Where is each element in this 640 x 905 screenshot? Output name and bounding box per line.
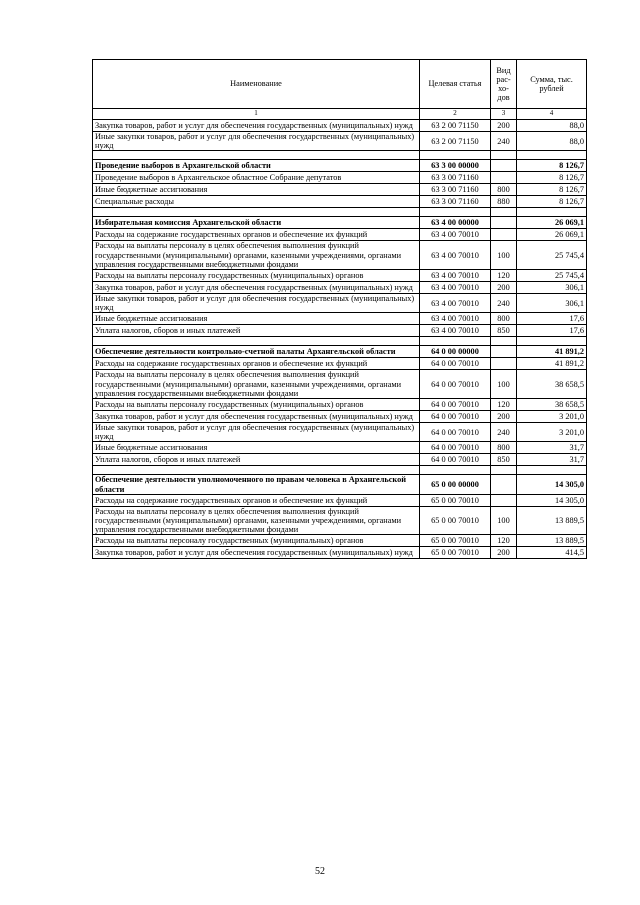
row-name: Обеспечение деятельности контрольно-счетной палаты Архангельской области (93, 346, 420, 358)
row-target-article: 65 0 00 70010 (420, 494, 491, 506)
row-sum: 31,7 (517, 442, 587, 454)
table-row (93, 241, 587, 270)
table-row (93, 196, 587, 208)
row-expense-type: 880 (491, 196, 517, 208)
row-expense-type (491, 358, 517, 370)
spacer-row (93, 337, 587, 346)
column-number: 4 (517, 109, 587, 120)
row-expense-type (491, 217, 517, 229)
row-name: Расходы на выплаты персоналу в целях обеспечения выполнения функций государственными (муниципальными) органами, казенными учреждениями, органами управления государственными внебюджетными фондами (93, 370, 420, 399)
empty-cell (420, 208, 491, 217)
table-row (93, 294, 587, 313)
row-sum: 38 658,5 (517, 370, 587, 399)
row-name: Расходы на выплаты персоналу государственных (муниципальных) органов (93, 399, 420, 411)
row-sum: 3 201,0 (517, 423, 587, 442)
row-name: Расходы на содержание государственных органов и обеспечение их функций (93, 229, 420, 241)
row-sum: 88,0 (517, 120, 587, 132)
row-sum: 41 891,2 (517, 346, 587, 358)
table-row (93, 370, 587, 399)
row-name: Расходы на содержание государственных органов и обеспечение их функций (93, 494, 420, 506)
row-expense-type: 850 (491, 325, 517, 337)
row-sum: 31,7 (517, 454, 587, 466)
row-target-article: 65 0 00 70010 (420, 506, 491, 535)
empty-cell (420, 151, 491, 160)
table-row (93, 132, 587, 151)
table-row (93, 442, 587, 454)
table-row (93, 172, 587, 184)
row-name: Иные бюджетные ассигнования (93, 442, 420, 454)
column-number-row (93, 109, 587, 120)
row-expense-type (491, 172, 517, 184)
row-name: Расходы на выплаты персоналу государственных (муниципальных) органов (93, 535, 420, 547)
row-expense-type: 100 (491, 241, 517, 270)
table-row (93, 229, 587, 241)
table-row (93, 411, 587, 423)
row-expense-type: 800 (491, 313, 517, 325)
row-sum: 14 305,0 (517, 494, 587, 506)
section-row (93, 346, 587, 358)
row-name: Расходы на выплаты персоналу государственных (муниципальных) органов (93, 270, 420, 282)
row-expense-type: 240 (491, 423, 517, 442)
row-target-article: 64 0 00 70010 (420, 411, 491, 423)
table-row (93, 120, 587, 132)
empty-cell (517, 466, 587, 475)
row-sum: 41 891,2 (517, 358, 587, 370)
row-name: Иные бюджетные ассигнования (93, 313, 420, 325)
section-row (93, 160, 587, 172)
row-target-article: 64 0 00 70010 (420, 370, 491, 399)
row-target-article: 63 3 00 71160 (420, 184, 491, 196)
row-expense-type: 200 (491, 282, 517, 294)
row-name: Расходы на выплаты персоналу в целях обеспечения выполнения функций государственными (муниципальными) органами, казенными учреждениями, органами управления государственными внебюджетными фондами (93, 241, 420, 270)
table-body (93, 120, 587, 559)
row-target-article: 63 2 00 71150 (420, 120, 491, 132)
row-target-article: 63 4 00 70010 (420, 325, 491, 337)
table-row (93, 270, 587, 282)
header-expense-type: Вид рас-хо-дов (491, 60, 517, 109)
row-expense-type: 200 (491, 411, 517, 423)
spacer-row (93, 208, 587, 217)
row-expense-type (491, 160, 517, 172)
table-row (93, 358, 587, 370)
empty-cell (93, 151, 420, 160)
section-row (93, 217, 587, 229)
section-row (93, 475, 587, 494)
row-name: Расходы на содержание государственных органов и обеспечение их функций (93, 358, 420, 370)
row-sum: 88,0 (517, 132, 587, 151)
table-row (93, 506, 587, 535)
empty-cell (93, 337, 420, 346)
row-expense-type (491, 346, 517, 358)
row-name: Закупка товаров, работ и услуг для обеспечения государственных (муниципальных) нужд (93, 547, 420, 559)
row-target-article: 63 4 00 70010 (420, 270, 491, 282)
row-target-article: 63 4 00 70010 (420, 241, 491, 270)
spacer-row (93, 466, 587, 475)
row-name: Закупка товаров, работ и услуг для обеспечения государственных (муниципальных) нужд (93, 120, 420, 132)
empty-cell (491, 151, 517, 160)
row-name: Иные бюджетные ассигнования (93, 184, 420, 196)
row-target-article: 63 4 00 00000 (420, 217, 491, 229)
row-sum: 13 889,5 (517, 506, 587, 535)
row-expense-type: 120 (491, 399, 517, 411)
row-expense-type: 240 (491, 294, 517, 313)
empty-cell (420, 466, 491, 475)
row-target-article: 63 3 00 00000 (420, 160, 491, 172)
row-target-article: 63 3 00 71160 (420, 196, 491, 208)
table-row (93, 399, 587, 411)
empty-cell (93, 208, 420, 217)
table-row (93, 313, 587, 325)
row-name: Обеспечение деятельности уполномоченного по правам человека в Архангельской области (93, 475, 420, 494)
row-expense-type: 800 (491, 184, 517, 196)
empty-cell (93, 466, 420, 475)
row-name: Закупка товаров, работ и услуг для обеспечения государственных (муниципальных) нужд (93, 411, 420, 423)
row-target-article: 64 0 00 00000 (420, 346, 491, 358)
row-sum: 25 745,4 (517, 241, 587, 270)
empty-cell (517, 208, 587, 217)
table-row (93, 454, 587, 466)
budget-table (92, 59, 587, 559)
row-sum: 306,1 (517, 282, 587, 294)
row-name: Иные закупки товаров, работ и услуг для обеспечения государственных (муниципальных) нужд (93, 132, 420, 151)
row-expense-type: 100 (491, 506, 517, 535)
row-target-article: 63 3 00 71160 (420, 172, 491, 184)
row-name: Проведение выборов в Архангельской области (93, 160, 420, 172)
empty-cell (420, 337, 491, 346)
row-sum: 8 126,7 (517, 160, 587, 172)
row-target-article: 63 4 00 70010 (420, 294, 491, 313)
row-name: Уплата налогов, сборов и иных платежей (93, 325, 420, 337)
row-expense-type: 100 (491, 370, 517, 399)
row-sum: 3 201,0 (517, 411, 587, 423)
row-name: Иные закупки товаров, работ и услуг для обеспечения государственных (муниципальных) нужд (93, 423, 420, 442)
row-sum: 8 126,7 (517, 172, 587, 184)
row-target-article: 64 0 00 70010 (420, 442, 491, 454)
row-expense-type: 200 (491, 547, 517, 559)
row-sum: 25 745,4 (517, 270, 587, 282)
row-sum: 8 126,7 (517, 196, 587, 208)
row-expense-type: 120 (491, 535, 517, 547)
table-row (93, 325, 587, 337)
row-target-article: 63 4 00 70010 (420, 313, 491, 325)
row-name: Проведение выборов в Архангельское областное Собрание депутатов (93, 172, 420, 184)
row-target-article: 65 0 00 70010 (420, 547, 491, 559)
row-target-article: 63 2 00 71150 (420, 132, 491, 151)
row-target-article: 63 4 00 70010 (420, 282, 491, 294)
row-expense-type (491, 229, 517, 241)
row-target-article: 64 0 00 70010 (420, 399, 491, 411)
row-name: Специальные расходы (93, 196, 420, 208)
spacer-row (93, 151, 587, 160)
table-row (93, 184, 587, 196)
header-sum: Сумма, тыс. рублей (517, 60, 587, 109)
row-target-article: 64 0 00 70010 (420, 454, 491, 466)
row-target-article: 64 0 00 70010 (420, 358, 491, 370)
row-sum: 8 126,7 (517, 184, 587, 196)
row-sum: 14 305,0 (517, 475, 587, 494)
row-name: Иные закупки товаров, работ и услуг для обеспечения государственных (муниципальных) нужд (93, 294, 420, 313)
row-name: Избирательная комиссия Архангельской области (93, 217, 420, 229)
empty-cell (491, 466, 517, 475)
row-target-article: 65 0 00 00000 (420, 475, 491, 494)
table-row (93, 494, 587, 506)
row-name: Расходы на выплаты персоналу в целях обеспечения выполнения функций государственными (муниципальными) органами, казенными учреждениями, органами управления государственными внебюджетными фондами (93, 506, 420, 535)
row-expense-type (491, 494, 517, 506)
column-number: 3 (491, 109, 517, 120)
row-expense-type (491, 475, 517, 494)
row-target-article: 64 0 00 70010 (420, 423, 491, 442)
empty-cell (517, 337, 587, 346)
table-header-row (93, 60, 587, 109)
row-sum: 17,6 (517, 325, 587, 337)
table-row (93, 423, 587, 442)
row-name: Уплата налогов, сборов и иных платежей (93, 454, 420, 466)
row-sum: 17,6 (517, 313, 587, 325)
row-expense-type: 200 (491, 120, 517, 132)
row-target-article: 63 4 00 70010 (420, 229, 491, 241)
table-row (93, 547, 587, 559)
row-target-article: 65 0 00 70010 (420, 535, 491, 547)
empty-cell (491, 208, 517, 217)
row-name: Закупка товаров, работ и услуг для обеспечения государственных (муниципальных) нужд (93, 282, 420, 294)
table-row (93, 282, 587, 294)
row-sum: 414,5 (517, 547, 587, 559)
page-number: 52 (315, 866, 325, 877)
row-expense-type: 240 (491, 132, 517, 151)
row-expense-type: 120 (491, 270, 517, 282)
empty-cell (517, 151, 587, 160)
header-name: Наименование (93, 60, 420, 109)
empty-cell (491, 337, 517, 346)
row-sum: 306,1 (517, 294, 587, 313)
row-sum: 38 658,5 (517, 399, 587, 411)
row-sum: 26 069,1 (517, 217, 587, 229)
header-target-article: Целевая статья (420, 60, 491, 109)
column-number: 2 (420, 109, 491, 120)
table-row (93, 535, 587, 547)
column-number: 1 (93, 109, 420, 120)
row-sum: 26 069,1 (517, 229, 587, 241)
row-expense-type: 800 (491, 442, 517, 454)
row-expense-type: 850 (491, 454, 517, 466)
row-sum: 13 889,5 (517, 535, 587, 547)
